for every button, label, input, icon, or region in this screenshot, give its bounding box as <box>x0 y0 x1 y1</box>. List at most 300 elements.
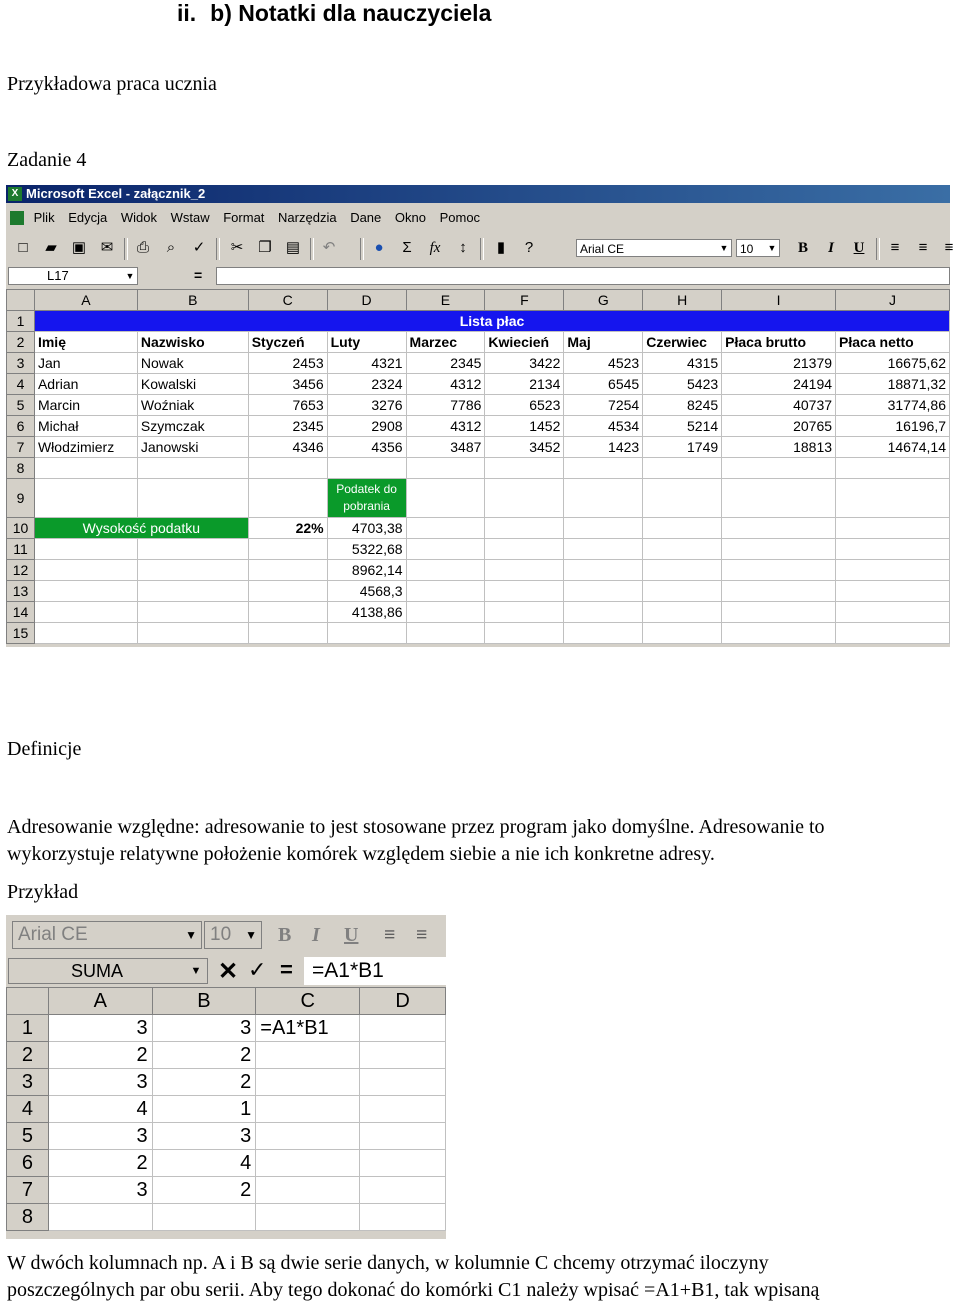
cell[interactable]: 2345 <box>406 353 485 374</box>
cell[interactable]: 4534 <box>564 416 643 437</box>
cell[interactable] <box>406 602 485 623</box>
paste-icon[interactable]: ▤ <box>285 239 301 256</box>
column-header[interactable]: E <box>406 290 485 311</box>
row-header[interactable]: 12 <box>7 560 35 581</box>
cell[interactable] <box>360 1177 446 1204</box>
table-row <box>7 1015 446 1042</box>
cell[interactable] <box>722 623 836 644</box>
column-header-row <box>7 290 950 311</box>
cell[interactable] <box>137 539 248 560</box>
help-icon[interactable]: ? <box>524 239 534 256</box>
cell[interactable] <box>643 560 722 581</box>
cell[interactable]: 3456 <box>248 374 327 395</box>
cell[interactable]: 3487 <box>406 437 485 458</box>
cell[interactable]: 2134 <box>485 374 564 395</box>
align-center-icon[interactable]: ≡ <box>416 924 428 946</box>
underline-button[interactable]: U <box>853 240 865 256</box>
table-row <box>7 518 950 539</box>
chevron-down-icon[interactable]: ▼ <box>125 271 135 281</box>
cell[interactable]: 7786 <box>406 395 485 416</box>
cell[interactable] <box>34 581 137 602</box>
cell[interactable] <box>248 560 327 581</box>
tax-value-cell[interactable]: 4138,86 <box>327 602 406 623</box>
cell[interactable] <box>360 1204 446 1231</box>
menu-format[interactable]: Format <box>223 210 265 225</box>
header-cell[interactable]: Styczeń <box>248 332 327 353</box>
chevron-down-icon[interactable]: ▼ <box>719 243 729 253</box>
cell[interactable] <box>256 1123 360 1150</box>
tax-value-cell[interactable]: 4568,3 <box>327 581 406 602</box>
cell[interactable] <box>34 458 137 479</box>
formula-equals[interactable]: = <box>194 267 203 283</box>
cell[interactable] <box>248 581 327 602</box>
header-cell[interactable]: Imię <box>34 332 137 353</box>
cell[interactable]: 31774,86 <box>836 395 950 416</box>
cell[interactable] <box>564 518 643 539</box>
cell[interactable]: 6523 <box>485 395 564 416</box>
table-row <box>7 311 950 332</box>
cell[interactable] <box>137 623 248 644</box>
cell[interactable] <box>722 518 836 539</box>
font-name-select[interactable] <box>12 921 202 949</box>
menu-wstaw[interactable]: Wstaw <box>170 210 210 225</box>
cell[interactable] <box>836 560 950 581</box>
cell[interactable]: 5214 <box>643 416 722 437</box>
menu-edycja[interactable]: Edycja <box>68 210 108 225</box>
cell[interactable] <box>643 602 722 623</box>
header-cell[interactable]: Kwiecień <box>485 332 564 353</box>
cell[interactable]: 20765 <box>722 416 836 437</box>
menu-okno[interactable]: Okno <box>394 210 426 225</box>
table-row <box>7 623 950 644</box>
row-header[interactable]: 6 <box>7 416 35 437</box>
row-header[interactable]: 8 <box>7 1204 49 1231</box>
excel-titlebar <box>6 185 950 203</box>
cell[interactable]: Szymczak <box>137 416 248 437</box>
cell[interactable]: 1749 <box>643 437 722 458</box>
cell[interactable] <box>564 539 643 560</box>
header-cell[interactable]: Czerwiec <box>643 332 722 353</box>
cell[interactable]: 14674,14 <box>836 437 950 458</box>
row-header[interactable]: 13 <box>7 581 35 602</box>
chevron-down-icon[interactable]: ▼ <box>185 928 197 942</box>
table-row <box>7 332 950 353</box>
cell[interactable] <box>248 539 327 560</box>
name-box-value: SUMA <box>71 961 124 981</box>
tax-rate-cell[interactable]: 22% <box>248 518 327 539</box>
cell[interactable] <box>836 458 950 479</box>
cell[interactable] <box>722 602 836 623</box>
row-header[interactable]: 10 <box>7 518 35 539</box>
cell[interactable]: Marcin <box>34 395 137 416</box>
cell[interactable] <box>643 518 722 539</box>
column-header[interactable]: B <box>137 290 248 311</box>
spreadsheet-grid <box>6 289 950 644</box>
cell[interactable] <box>137 458 248 479</box>
cell[interactable] <box>722 560 836 581</box>
cell[interactable]: 16196,7 <box>836 416 950 437</box>
cell[interactable] <box>406 479 485 518</box>
cell[interactable] <box>643 581 722 602</box>
column-header[interactable]: J <box>836 290 950 311</box>
toolbar-separator <box>360 238 364 260</box>
new-file-icon[interactable]: □ <box>18 239 28 256</box>
bold-button[interactable]: B <box>797 240 808 256</box>
cell[interactable]: 2324 <box>327 374 406 395</box>
cell[interactable]: 2 <box>152 1177 256 1204</box>
print-preview-icon[interactable]: ⌕ <box>166 239 176 256</box>
row-header[interactable]: 1 <box>7 311 35 332</box>
row-header[interactable]: 4 <box>7 1096 49 1123</box>
cell[interactable] <box>327 458 406 479</box>
select-all-corner[interactable] <box>7 290 35 311</box>
cell[interactable] <box>485 539 564 560</box>
cell[interactable] <box>34 602 137 623</box>
workbook-icon <box>10 211 24 225</box>
cell[interactable] <box>256 1069 360 1096</box>
menu-narzedzia[interactable]: Narzędzia <box>278 210 337 225</box>
name-box[interactable] <box>8 267 138 285</box>
table-row <box>7 1042 446 1069</box>
cell[interactable] <box>360 1096 446 1123</box>
menu-widok[interactable]: Widok <box>120 210 157 225</box>
cell[interactable]: 2 <box>48 1042 152 1069</box>
table-row <box>7 1123 446 1150</box>
cell[interactable]: 4 <box>48 1096 152 1123</box>
cell[interactable]: 7653 <box>248 395 327 416</box>
cell[interactable]: Janowski <box>137 437 248 458</box>
column-header[interactable]: B <box>152 988 256 1015</box>
chevron-down-icon[interactable]: ▼ <box>245 928 257 942</box>
table-row <box>7 479 950 518</box>
row-header[interactable]: 7 <box>7 1177 49 1204</box>
excel-app-icon: X <box>8 187 22 201</box>
cell[interactable] <box>256 1096 360 1123</box>
cell[interactable]: 3 <box>48 1015 152 1042</box>
cell[interactable] <box>248 458 327 479</box>
row-header[interactable]: 9 <box>7 479 35 518</box>
cell[interactable]: 5423 <box>643 374 722 395</box>
cell[interactable] <box>722 458 836 479</box>
tax-value-cell[interactable]: 8962,14 <box>327 560 406 581</box>
cell[interactable]: 21379 <box>722 353 836 374</box>
heading-number: ii. <box>177 0 197 26</box>
row-header[interactable]: 3 <box>7 353 35 374</box>
align-left-icon[interactable]: ≡ <box>384 924 396 946</box>
function-icon[interactable]: fx <box>429 240 441 256</box>
cell[interactable]: 3422 <box>485 353 564 374</box>
cell[interactable]: Adrian <box>34 374 137 395</box>
open-folder-icon[interactable]: ▰ <box>45 239 57 256</box>
cell[interactable] <box>564 458 643 479</box>
cell[interactable] <box>406 623 485 644</box>
align-left-icon[interactable]: ≡ <box>890 239 900 256</box>
cell[interactable]: 3 <box>48 1177 152 1204</box>
cell[interactable] <box>327 623 406 644</box>
row-header[interactable]: 8 <box>7 458 35 479</box>
cell[interactable]: Kowalski <box>137 374 248 395</box>
cell[interactable]: 7254 <box>564 395 643 416</box>
cell[interactable] <box>248 623 327 644</box>
save-icon[interactable]: ▣ <box>71 239 87 256</box>
tax-value-cell[interactable]: 4703,38 <box>327 518 406 539</box>
cell[interactable]: 18871,32 <box>836 374 950 395</box>
explanation-line-1: W dwóch kolumnach np. A i B są dwie serie danych, w kolumnie C chcemy otrzymać iloczyny <box>7 1252 769 1274</box>
cell[interactable] <box>137 581 248 602</box>
cell[interactable] <box>836 539 950 560</box>
cell[interactable] <box>564 581 643 602</box>
formula-input[interactable]: =A1*B1 <box>304 957 446 985</box>
cell[interactable]: 18813 <box>722 437 836 458</box>
row-header[interactable]: 2 <box>7 1042 49 1069</box>
column-header[interactable]: C <box>256 988 360 1015</box>
explanation-line-2: poszczególnych par obu serii. Aby tego dokonać do komórki C1 należy wpisać =A1+B1, tak wpisaną <box>7 1279 820 1301</box>
cell[interactable] <box>643 539 722 560</box>
cell[interactable] <box>256 1177 360 1204</box>
select-all-corner[interactable] <box>7 988 49 1015</box>
cell[interactable] <box>836 479 950 518</box>
underline-button[interactable]: U <box>344 924 359 946</box>
cell[interactable]: 1 <box>152 1096 256 1123</box>
chevron-down-icon[interactable]: ▼ <box>190 965 202 977</box>
cell[interactable]: Woźniak <box>137 395 248 416</box>
row-header[interactable]: 6 <box>7 1150 49 1177</box>
cell[interactable]: 4321 <box>327 353 406 374</box>
window-title: Microsoft Excel - załącznik_2 <box>26 186 206 201</box>
formula-equals[interactable]: = <box>280 957 293 982</box>
table-row <box>7 1177 446 1204</box>
autosum-icon[interactable]: Σ <box>402 239 412 256</box>
cell[interactable] <box>360 1015 446 1042</box>
cell[interactable]: Nowak <box>137 353 248 374</box>
mail-icon[interactable]: ✉ <box>100 239 114 256</box>
column-header[interactable]: D <box>327 290 406 311</box>
cell[interactable] <box>34 560 137 581</box>
cell[interactable] <box>722 539 836 560</box>
header-cell[interactable]: Marzec <box>406 332 485 353</box>
cell[interactable] <box>256 1204 360 1231</box>
cell[interactable] <box>406 518 485 539</box>
header-cell[interactable]: Nazwisko <box>137 332 248 353</box>
cell[interactable]: 8245 <box>643 395 722 416</box>
cell[interactable] <box>34 623 137 644</box>
cell[interactable]: 2 <box>48 1150 152 1177</box>
web-globe-icon[interactable]: ● <box>374 239 384 256</box>
cell[interactable]: 4312 <box>406 374 485 395</box>
cell[interactable] <box>248 479 327 518</box>
row-header[interactable]: 7 <box>7 437 35 458</box>
cell[interactable] <box>406 560 485 581</box>
font-name-value: Arial CE <box>18 924 88 945</box>
cell[interactable]: =A1*B1 <box>256 1015 360 1042</box>
cell[interactable] <box>360 1123 446 1150</box>
italic-button[interactable]: I <box>312 924 320 946</box>
menu-dane[interactable]: Dane <box>350 210 382 225</box>
table-row <box>7 416 950 437</box>
cell[interactable] <box>485 458 564 479</box>
cell[interactable] <box>722 479 836 518</box>
menu-plik[interactable]: Plik <box>33 210 55 225</box>
font-size-select[interactable] <box>736 239 780 257</box>
copy-icon[interactable]: ❐ <box>258 239 272 256</box>
table-row <box>7 581 950 602</box>
cell[interactable] <box>564 560 643 581</box>
table-row <box>7 602 950 623</box>
row-header[interactable]: 1 <box>7 1015 49 1042</box>
row-header[interactable]: 2 <box>7 332 35 353</box>
cell[interactable]: 1423 <box>564 437 643 458</box>
font-size-select[interactable] <box>204 921 262 949</box>
cell[interactable]: 3 <box>152 1123 256 1150</box>
row-header[interactable]: 15 <box>7 623 35 644</box>
cell[interactable] <box>485 581 564 602</box>
cell[interactable]: 3 <box>48 1123 152 1150</box>
column-header[interactable]: A <box>34 290 137 311</box>
chart-wizard-icon[interactable]: ▮ <box>496 239 506 256</box>
cell[interactable] <box>137 560 248 581</box>
name-box-value: L17 <box>47 268 69 283</box>
menu-pomoc[interactable]: Pomoc <box>439 210 481 225</box>
cell[interactable]: 2 <box>152 1042 256 1069</box>
tax-value-cell[interactable]: 5322,68 <box>327 539 406 560</box>
cell[interactable] <box>360 1069 446 1096</box>
cell[interactable]: 40737 <box>722 395 836 416</box>
column-header[interactable]: I <box>722 290 836 311</box>
table-row <box>7 539 950 560</box>
column-header[interactable]: H <box>643 290 722 311</box>
name-box[interactable] <box>8 958 208 984</box>
cell[interactable] <box>836 581 950 602</box>
cell[interactable] <box>34 539 137 560</box>
banner-cell[interactable]: Lista płac <box>34 311 949 332</box>
cell[interactable] <box>836 602 950 623</box>
section-heading <box>177 0 491 27</box>
cell[interactable] <box>256 1042 360 1069</box>
header-cell[interactable]: Maj <box>564 332 643 353</box>
cell[interactable] <box>564 623 643 644</box>
cell[interactable]: 4315 <box>643 353 722 374</box>
cell[interactable] <box>48 1204 152 1231</box>
column-header[interactable]: D <box>360 988 446 1015</box>
cell[interactable] <box>564 479 643 518</box>
cell[interactable] <box>485 560 564 581</box>
cell[interactable]: 24194 <box>722 374 836 395</box>
row-header[interactable]: 11 <box>7 539 35 560</box>
cell[interactable] <box>485 602 564 623</box>
header-cell[interactable]: Płaca netto <box>836 332 950 353</box>
cell[interactable] <box>406 458 485 479</box>
undo-icon[interactable]: ↶ <box>322 239 336 256</box>
cell[interactable]: 4346 <box>248 437 327 458</box>
tax-label-cell[interactable]: Wysokość podatku <box>34 518 248 539</box>
cell[interactable]: 4523 <box>564 353 643 374</box>
column-header[interactable]: C <box>248 290 327 311</box>
cell[interactable] <box>643 458 722 479</box>
cell[interactable] <box>643 479 722 518</box>
cell[interactable] <box>836 518 950 539</box>
cell[interactable]: 3 <box>48 1069 152 1096</box>
cell[interactable] <box>406 581 485 602</box>
row-header[interactable]: 3 <box>7 1069 49 1096</box>
row-header[interactable]: 5 <box>7 1123 49 1150</box>
cell[interactable] <box>137 479 248 518</box>
cut-icon[interactable]: ✂ <box>230 239 244 256</box>
cell[interactable] <box>485 479 564 518</box>
chevron-down-icon[interactable]: ▼ <box>767 243 777 253</box>
cell[interactable]: Włodzimierz <box>34 437 137 458</box>
bold-button[interactable]: B <box>278 924 292 946</box>
cell[interactable]: Jan <box>34 353 137 374</box>
cell[interactable]: 2453 <box>248 353 327 374</box>
cell[interactable]: Michał <box>34 416 137 437</box>
cell[interactable]: 2908 <box>327 416 406 437</box>
header-cell[interactable]: Luty <box>327 332 406 353</box>
toolbar-separator <box>310 238 314 260</box>
align-center-icon[interactable]: ≡ <box>918 239 928 256</box>
cell[interactable]: 1452 <box>485 416 564 437</box>
cell[interactable] <box>360 1150 446 1177</box>
check-icon[interactable]: ✓ <box>248 957 267 982</box>
cell[interactable] <box>406 539 485 560</box>
cell[interactable]: 16675,62 <box>836 353 950 374</box>
print-icon[interactable]: ⎙ <box>136 239 149 256</box>
column-header[interactable]: A <box>48 988 152 1015</box>
cell[interactable] <box>360 1042 446 1069</box>
cell[interactable] <box>256 1150 360 1177</box>
cell[interactable] <box>836 623 950 644</box>
cell[interactable]: 3452 <box>485 437 564 458</box>
italic-button[interactable]: I <box>828 240 834 256</box>
tax-header-cell[interactable]: Podatek do pobrania <box>327 479 406 518</box>
cell[interactable]: 4312 <box>406 416 485 437</box>
spelling-icon[interactable]: ✓ <box>192 239 206 256</box>
row-header[interactable]: 14 <box>7 602 35 623</box>
intro-text: Przykładowa praca ucznia <box>7 73 217 95</box>
cell[interactable]: 6545 <box>564 374 643 395</box>
cancel-icon[interactable]: ✕ <box>218 958 239 985</box>
cell[interactable]: 2 <box>152 1069 256 1096</box>
sort-ascending-icon[interactable]: ↕ <box>459 239 467 256</box>
cell[interactable] <box>643 623 722 644</box>
column-header[interactable]: F <box>485 290 564 311</box>
cell[interactable] <box>152 1204 256 1231</box>
cell[interactable]: 3276 <box>327 395 406 416</box>
task-label: Zadanie 4 <box>7 149 87 171</box>
cell[interactable] <box>248 602 327 623</box>
font-size-value: 10 <box>740 242 754 256</box>
header-cell[interactable]: Płaca brutto <box>722 332 836 353</box>
cell[interactable]: 4356 <box>327 437 406 458</box>
table-row <box>7 1204 446 1231</box>
cell[interactable]: 4 <box>152 1150 256 1177</box>
cell[interactable] <box>34 479 137 518</box>
cell[interactable] <box>485 623 564 644</box>
font-name-select[interactable] <box>576 239 732 257</box>
cell[interactable] <box>564 602 643 623</box>
row-header[interactable]: 5 <box>7 395 35 416</box>
column-header[interactable]: G <box>564 290 643 311</box>
cell[interactable] <box>722 581 836 602</box>
cell[interactable] <box>485 518 564 539</box>
align-right-icon[interactable]: ≡ <box>944 239 954 256</box>
row-header[interactable]: 4 <box>7 374 35 395</box>
cell[interactable]: 2345 <box>248 416 327 437</box>
cell[interactable] <box>137 602 248 623</box>
table-row <box>7 353 950 374</box>
toolbar-separator <box>876 238 880 260</box>
cell[interactable]: 3 <box>152 1015 256 1042</box>
formula-input[interactable] <box>216 267 950 285</box>
